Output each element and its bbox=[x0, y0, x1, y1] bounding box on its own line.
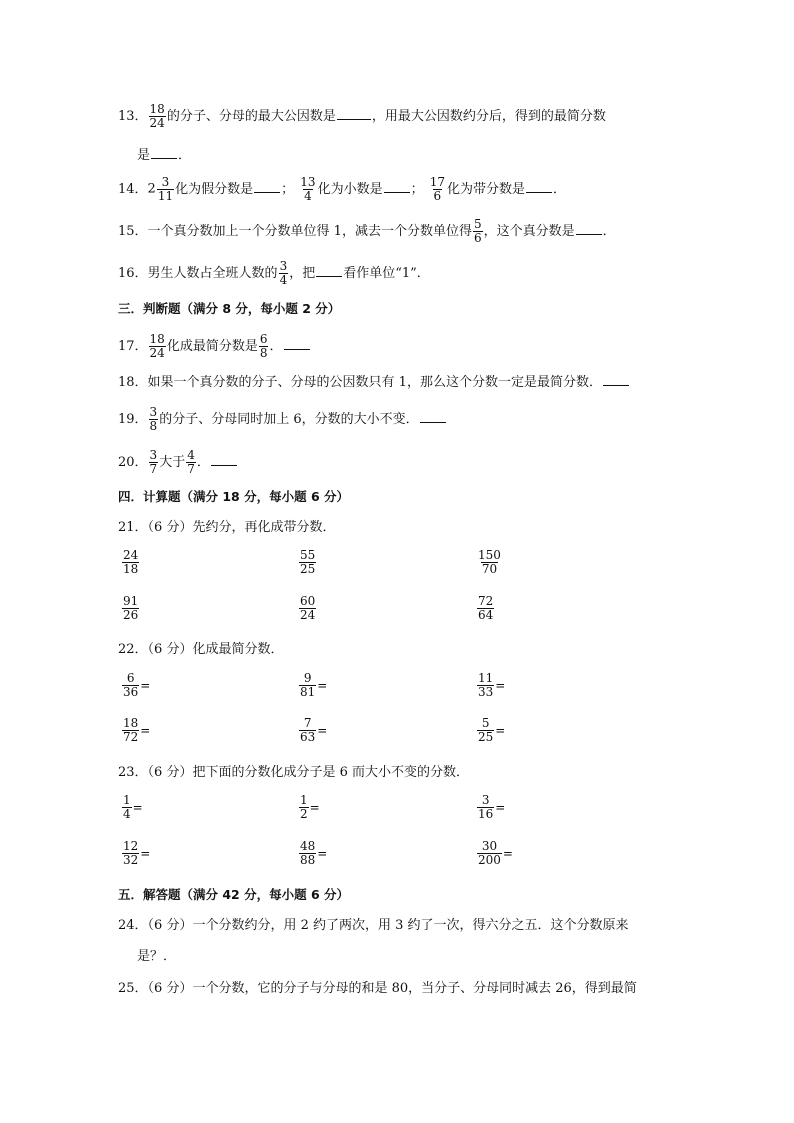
fraction-item: $\frac{24}{18}$ bbox=[123, 548, 139, 576]
question-number: 22． bbox=[118, 642, 148, 657]
question-text: （6 分）一个分数，它的分子与分母的和是 80，当分子、分母同时减去 26，得到最简 bbox=[147, 981, 637, 996]
question-21 bbox=[118, 518, 335, 538]
fraction: $\frac{5}{6}$ bbox=[473, 217, 482, 245]
question-number: 19． bbox=[118, 412, 148, 427]
question-text: （6 分）把下面的分数化成分子是 6 而大小不变的分数． bbox=[147, 765, 469, 780]
question-23 bbox=[118, 763, 469, 783]
question-number: 23． bbox=[118, 765, 148, 780]
answer-blank[interactable] bbox=[284, 335, 310, 350]
fraction: $\frac{18}{24}$ bbox=[149, 102, 165, 130]
punctuation: ． bbox=[178, 148, 192, 163]
question-13 bbox=[118, 103, 606, 130]
question-text: 化为小数是 bbox=[317, 182, 383, 197]
fraction: $\frac{3}{11}$ bbox=[157, 175, 174, 203]
question-text: ，这个真分数是 bbox=[483, 224, 575, 239]
question-number: 15． bbox=[118, 224, 148, 239]
fraction-item: $\frac{11}{33}$ = bbox=[478, 671, 506, 699]
fraction: $\frac{13}{4}$ bbox=[300, 175, 316, 203]
question-text: ，把 bbox=[289, 266, 316, 281]
answer-blank[interactable] bbox=[211, 451, 237, 466]
question-text: 一个真分数加上一个分数单位得 1，减去一个分数单位得 bbox=[147, 224, 472, 239]
answer-blank[interactable] bbox=[151, 144, 177, 159]
punctuation: ． bbox=[196, 455, 210, 470]
question-text: 大于 bbox=[159, 455, 186, 470]
fraction: $\frac{6}{8}$ bbox=[259, 332, 268, 360]
question-text: 的分子、分母的最大公因数是 bbox=[166, 109, 336, 124]
punctuation: ． bbox=[553, 182, 567, 197]
question-number: 17． bbox=[118, 339, 148, 354]
fraction: $\frac{3}{7}$ bbox=[149, 448, 158, 476]
question-text: （6 分）化成最简分数． bbox=[147, 642, 284, 657]
fraction-item: $\frac{48}{88}$ = bbox=[300, 839, 328, 867]
question-text: ，用最大公因数约分后，得到的最简分数 bbox=[371, 109, 606, 124]
question-text: （6 分）一个分数约分，用 2 约了两次，用 3 约了一次，得六分之五．这个分数原来 bbox=[147, 918, 629, 933]
fraction-item: $\frac{60}{24}$ bbox=[300, 594, 316, 622]
question-17 bbox=[118, 333, 311, 360]
fraction: $\frac{18}{24}$ bbox=[149, 332, 165, 360]
question-24-continued: 是？． bbox=[137, 949, 177, 964]
question-number: 18． bbox=[118, 375, 148, 390]
separator: ； bbox=[281, 182, 295, 197]
answer-blank[interactable] bbox=[576, 220, 602, 235]
fraction: $\frac{3}{8}$ bbox=[149, 405, 158, 433]
separator: ； bbox=[410, 182, 424, 197]
fraction-item: $\frac{5}{25}$ = bbox=[478, 716, 506, 744]
section-heading-solution: 五．解答题（满分 42 分，每小题 6 分） bbox=[118, 887, 350, 902]
question-text: 的分子、分母同时加上 6，分数的大小不变． bbox=[159, 412, 419, 427]
question-number: 20． bbox=[118, 455, 148, 470]
punctuation: ． bbox=[269, 339, 283, 354]
question-24 bbox=[118, 916, 629, 936]
fraction-item: $\frac{18}{72}$ = bbox=[123, 716, 151, 744]
question-text: （6 分）先约分，再化成带分数． bbox=[147, 520, 336, 535]
question-18 bbox=[118, 371, 630, 393]
question-14 bbox=[118, 176, 566, 203]
answer-blank[interactable] bbox=[526, 178, 552, 193]
question-text: 男生人数占全班人数的 bbox=[147, 266, 278, 281]
answer-blank[interactable] bbox=[384, 178, 410, 193]
question-number: 14． bbox=[118, 182, 148, 197]
fraction-item: $\frac{72}{64}$ bbox=[478, 594, 494, 622]
answer-blank[interactable] bbox=[603, 371, 629, 386]
fraction: $\frac{3}{4}$ bbox=[279, 259, 288, 287]
question-number: 21． bbox=[118, 520, 148, 535]
fraction-item: $\frac{12}{32}$ = bbox=[123, 839, 151, 867]
question-number: 16． bbox=[118, 266, 148, 281]
question-text: 如果一个真分数的分子、分母的公因数只有 1，那么这个分数一定是最简分数． bbox=[147, 375, 602, 390]
answer-blank[interactable] bbox=[337, 105, 371, 120]
question-16 bbox=[118, 260, 430, 287]
section-heading-judgement: 三．判断题（满分 8 分，每小题 2 分） bbox=[118, 301, 341, 316]
question-text: 化为假分数是 bbox=[175, 182, 254, 197]
fraction-item: $\frac{6}{36}$ = bbox=[123, 671, 151, 699]
question-number: 24． bbox=[118, 918, 148, 933]
fraction: $\frac{17}{6}$ bbox=[429, 175, 446, 203]
fraction-item: $\frac{1}{2}$ = bbox=[300, 793, 320, 821]
question-13-continued bbox=[137, 144, 191, 166]
fraction-item: $\frac{7}{63}$ = bbox=[300, 716, 328, 744]
question-text: 看作单位“1”． bbox=[343, 266, 430, 281]
question-text: 是 bbox=[137, 148, 151, 163]
answer-blank[interactable] bbox=[420, 408, 446, 423]
question-number: 25． bbox=[118, 981, 148, 996]
question-20 bbox=[118, 449, 238, 476]
question-text: 化为带分数是 bbox=[447, 182, 526, 197]
question-22 bbox=[118, 640, 283, 660]
question-text: 化成最简分数是 bbox=[166, 339, 258, 354]
fraction-item: $\frac{150}{70}$ bbox=[478, 548, 501, 576]
section-heading-calculation: 四．计算题（满分 18 分，每小题 6 分） bbox=[118, 489, 350, 504]
fraction: $\frac{4}{7}$ bbox=[187, 448, 195, 476]
question-19 bbox=[118, 406, 447, 433]
question-number: 13． bbox=[118, 109, 148, 124]
answer-blank[interactable] bbox=[316, 262, 342, 277]
mixed-number-whole: 2 bbox=[147, 181, 156, 197]
punctuation: ． bbox=[602, 224, 616, 239]
fraction-item: $\frac{3}{16}$ = bbox=[478, 793, 506, 821]
question-25 bbox=[118, 979, 637, 999]
fraction-item: $\frac{55}{25}$ bbox=[300, 548, 316, 576]
fraction-item: $\frac{30}{200}$ = bbox=[478, 839, 513, 867]
question-15 bbox=[118, 218, 616, 245]
fraction-item: $\frac{9}{81}$ = bbox=[300, 671, 328, 699]
answer-blank[interactable] bbox=[254, 178, 280, 193]
fraction-item: $\frac{91}{26}$ bbox=[123, 594, 139, 622]
fraction-item: $\frac{1}{4}$ = bbox=[123, 793, 143, 821]
